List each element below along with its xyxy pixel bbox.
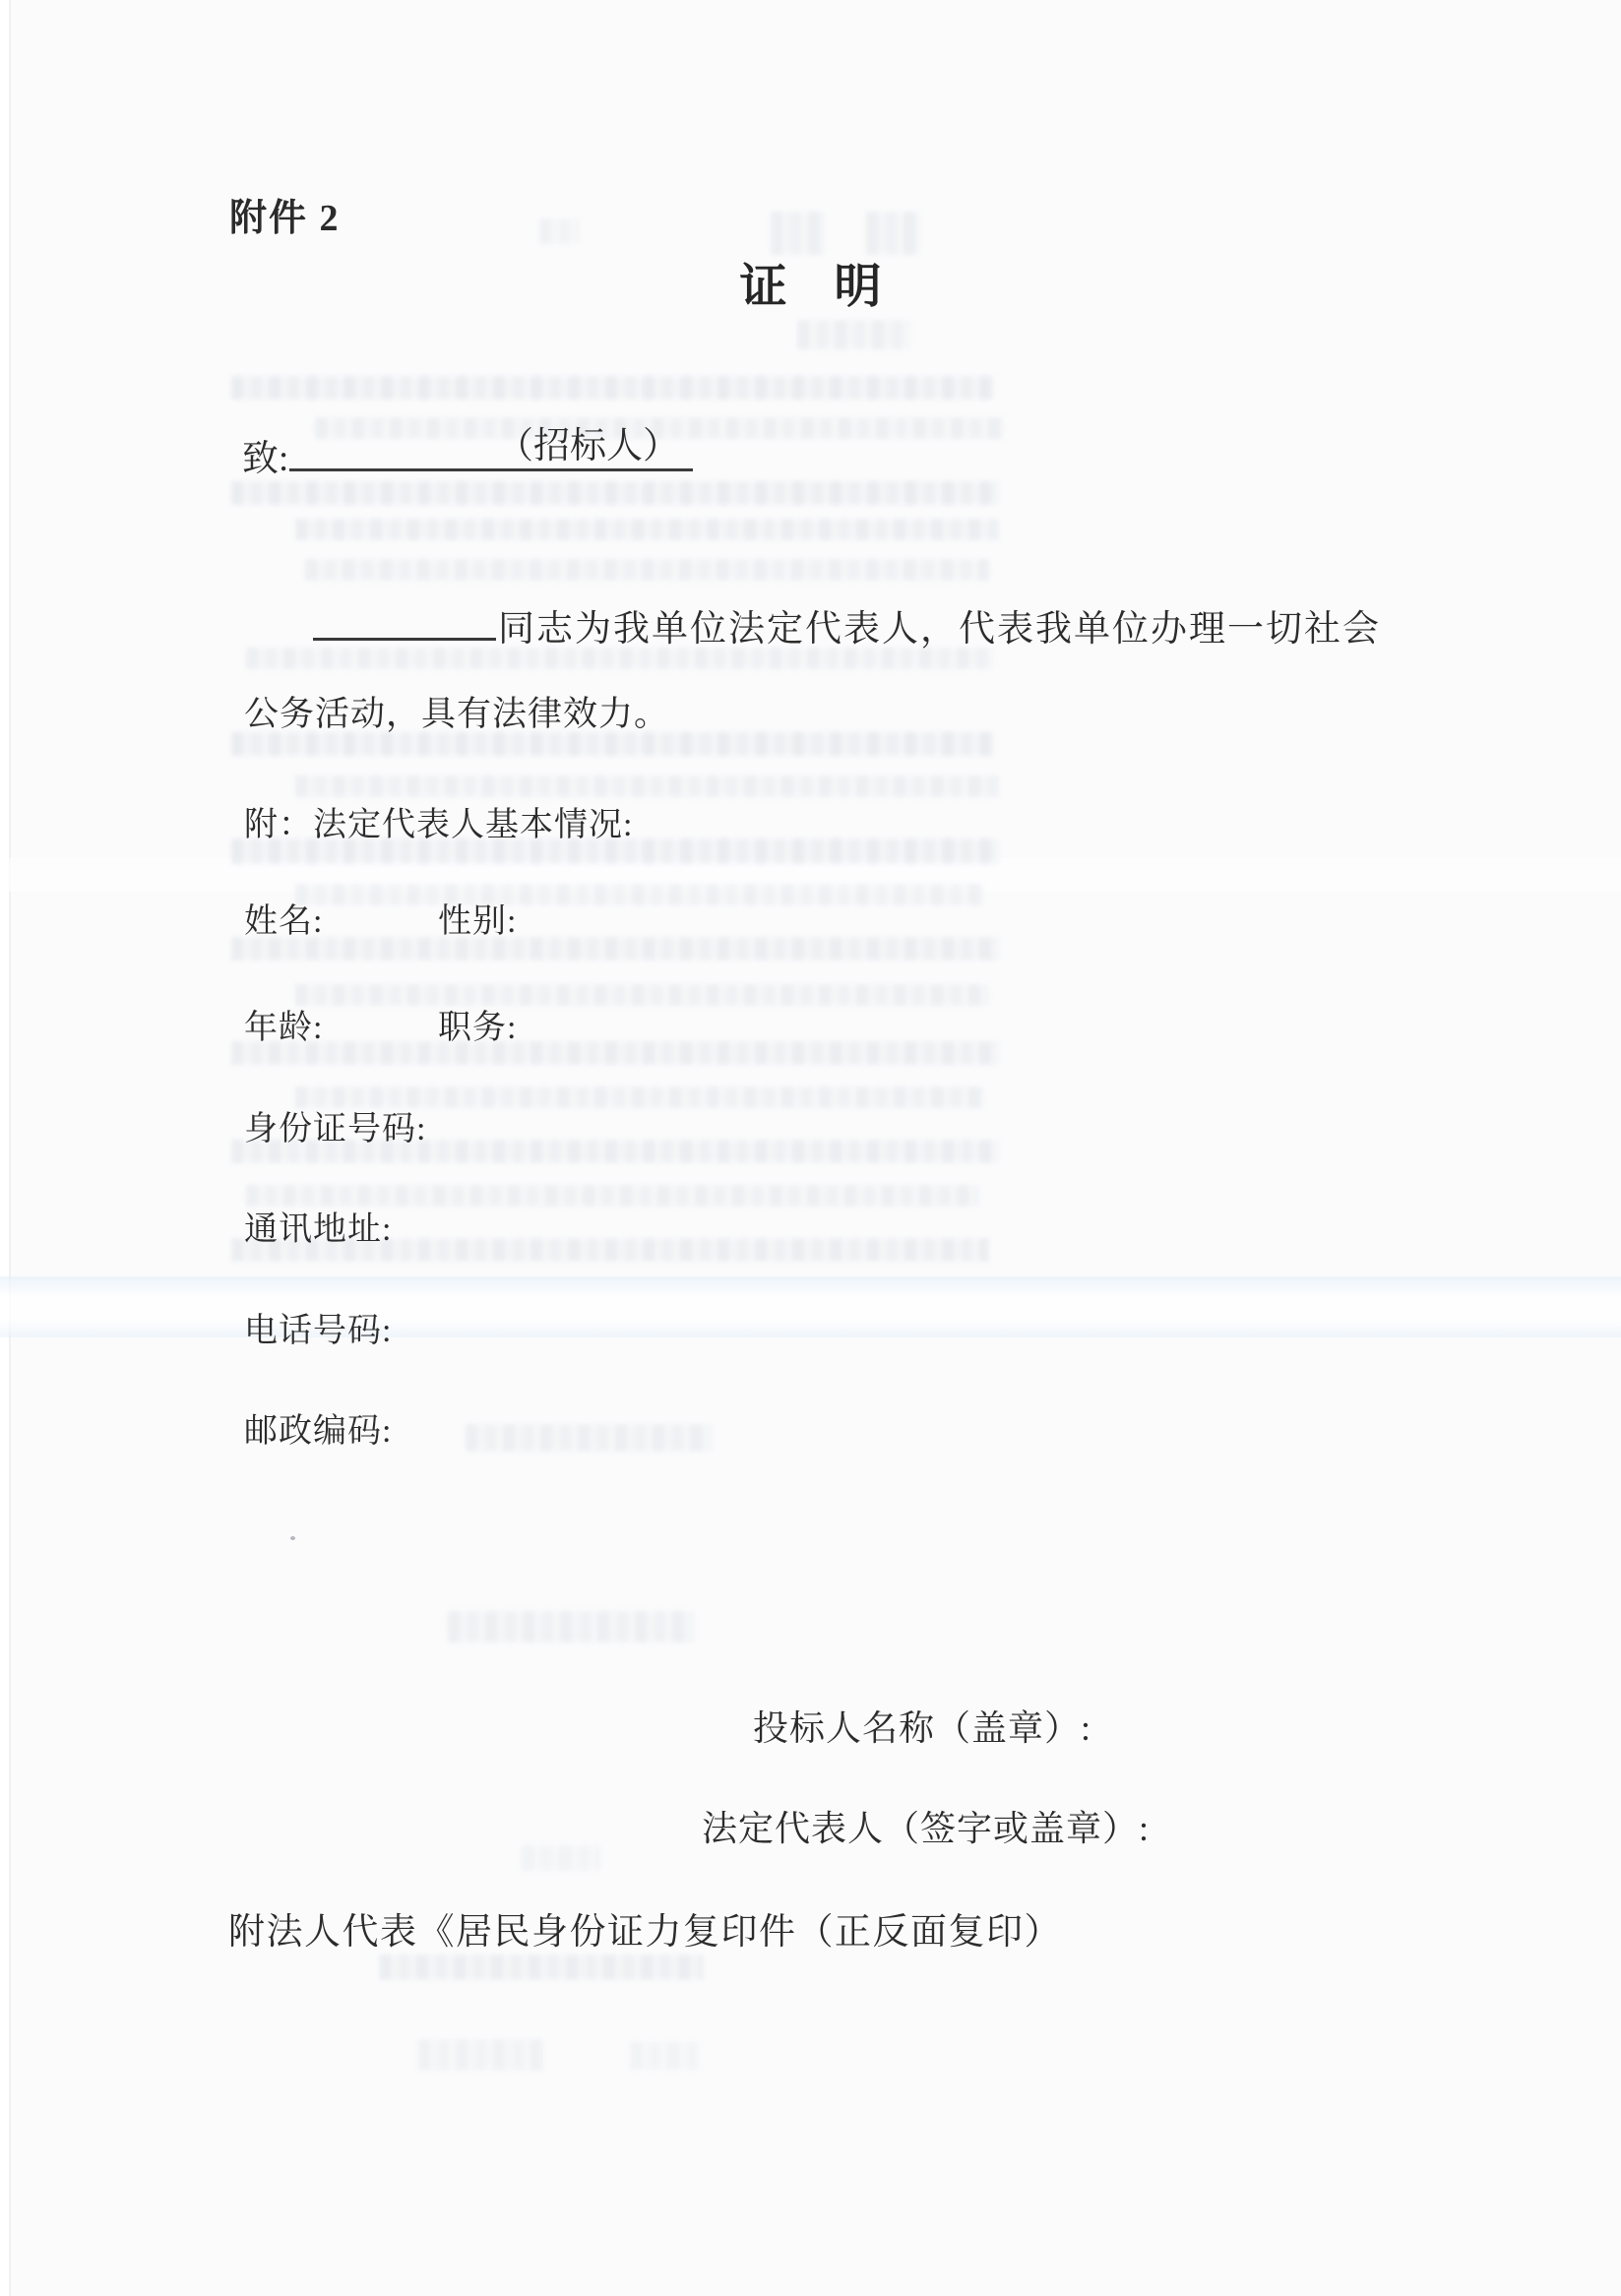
body-line-2: 公务活动，具有法律效力。 (244, 695, 670, 733)
ghost-line (231, 1041, 999, 1065)
page-left-seam (9, 0, 11, 2296)
ghost-line (539, 218, 579, 244)
to-label: 致: (242, 439, 289, 479)
recipient-hint: （招标人） (497, 426, 679, 466)
age-label: 年龄: (244, 1010, 324, 1046)
ghost-line (418, 2039, 544, 2071)
legal-rep-name-blank (313, 598, 496, 641)
page-left-edge (0, 0, 9, 2296)
ghost-line (305, 559, 989, 581)
ghost-line (231, 937, 999, 961)
body-line-1 (313, 598, 1381, 652)
legal-rep-signature-label: 法定代表人（签字或盖章）: (702, 1809, 1151, 1848)
ghost-line (797, 320, 910, 349)
ghost-line (295, 984, 989, 1006)
document-title: 证 明 (739, 261, 882, 313)
ghost-line (630, 2042, 699, 2070)
bidder-seal-label: 投标人名称（盖章）: (753, 1708, 1092, 1748)
recipient-blank-underline (289, 424, 693, 471)
id-number-label: 身份证号码: (244, 1111, 427, 1148)
ghost-line (231, 481, 999, 505)
ghost-line (448, 1611, 694, 1643)
id-copy-note: 附法人代表《居民身份证力复印件（正反面复印） (228, 1912, 1062, 1953)
ghost-line (379, 1955, 704, 1980)
ghost-line (231, 376, 994, 400)
ghost-line (295, 519, 999, 540)
ghost-line (295, 776, 999, 797)
basic-info-heading: 附：法定代表人基本情况: (244, 807, 634, 843)
attachment-label: 附件 2 (229, 198, 341, 239)
ghost-line (295, 884, 984, 905)
phone-label: 电话号码: (244, 1313, 393, 1349)
ghost-line (522, 1845, 600, 1871)
name-label: 姓名: (244, 903, 324, 940)
address-label: 通讯地址: (244, 1211, 393, 1248)
body-line-1-text: 同志为我单位法定代表人，代表我单位办理一切社会 (498, 609, 1381, 650)
ghost-line (466, 1424, 712, 1452)
postal-code-label: 邮政编码: (244, 1413, 393, 1450)
gender-label: 性别: (438, 903, 518, 940)
scan-speck (290, 1536, 295, 1540)
position-label: 职务: (438, 1010, 518, 1046)
